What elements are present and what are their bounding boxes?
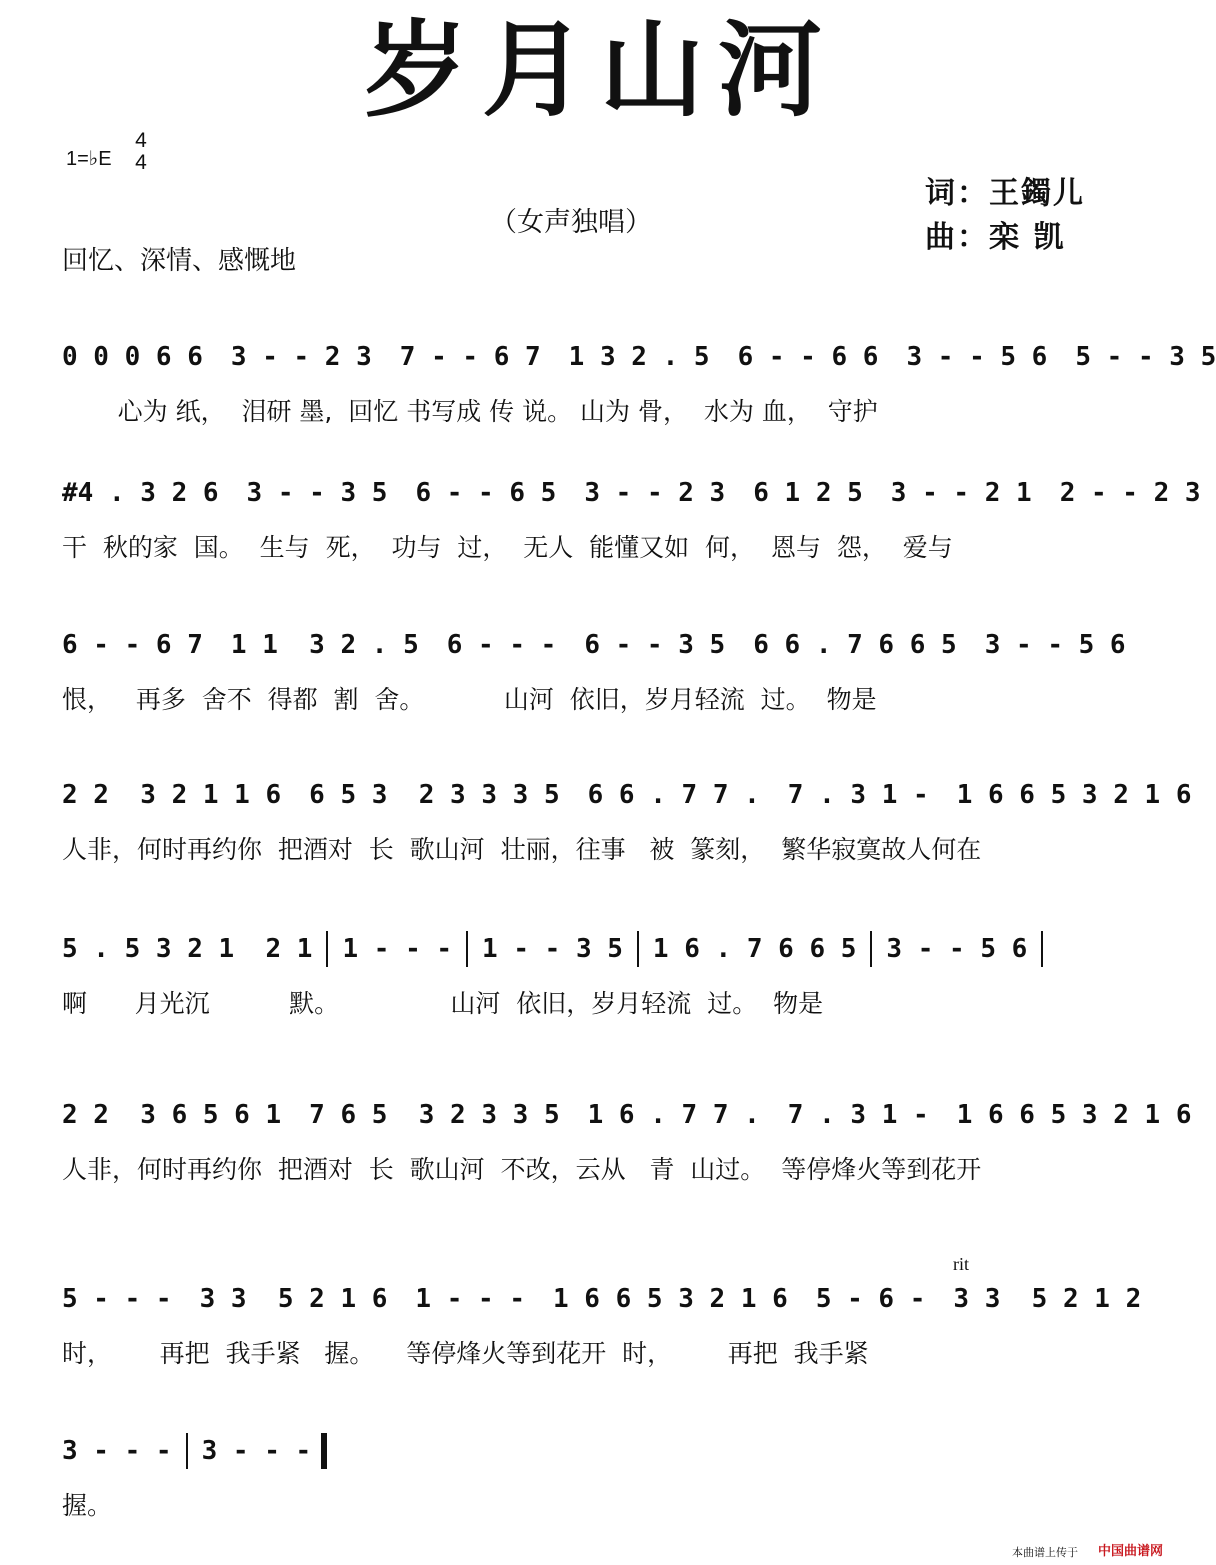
- final-barline: [321, 1433, 327, 1469]
- measure: 5 - - 3 5: [1075, 342, 1216, 372]
- measure: 6 - - 6 5: [415, 478, 557, 508]
- barline: [186, 1433, 188, 1469]
- composer-credit: 曲：栾 凯: [925, 220, 1066, 255]
- time-signature-bottom: 4: [135, 151, 147, 174]
- lyricist-credit: 词：王鐲儿: [925, 176, 1085, 211]
- measure: 7 . 3 1 -: [787, 780, 929, 810]
- measure: 3 3 5 2 1 2: [953, 1284, 1142, 1314]
- measure: #4 . 3 2 6: [62, 478, 219, 508]
- barline: [1041, 931, 1043, 967]
- barline: [637, 931, 639, 967]
- notation-line: [62, 340, 1216, 374]
- measure: 6 6 . 7 6 6 5: [753, 630, 957, 660]
- notation-line: [62, 1434, 1152, 1468]
- measure: 5 . 5 3 2 1 2 1: [62, 934, 313, 964]
- measure: 1 - - -: [415, 1284, 525, 1314]
- measure: 3 3 5 2 1 6: [199, 1284, 388, 1314]
- measure: 6 - - 6 6: [737, 342, 879, 372]
- measure: 1 - - 3 5: [482, 934, 623, 964]
- notation-line: [62, 1282, 1152, 1316]
- measure: 1 6 6 5 3 2 1 6: [956, 1100, 1192, 1130]
- barline: [326, 931, 328, 967]
- measure: 2 - - 2 3: [1059, 478, 1201, 508]
- measure: 2 2 3 2 1 1 6: [62, 780, 282, 810]
- lyric-line: 时， 再把 我手紧 握。 等停烽火等到花开 时， 再把 我手紧: [62, 1339, 869, 1368]
- measure: 6 6 . 7 7 .: [587, 780, 760, 810]
- measure: 3 - - 2 3: [230, 342, 372, 372]
- measure: 1 6 . 7 7 .: [587, 1100, 760, 1130]
- measure: 3 - - 2 3: [584, 478, 726, 508]
- notation-line: [62, 1098, 1192, 1132]
- expression-mark: 回忆、深情、感慨地: [62, 246, 297, 276]
- measure: 6 - - -: [446, 630, 557, 660]
- notation-line: [62, 932, 1152, 966]
- measure: 1 - - -: [342, 934, 453, 964]
- lyric-line: 人非，何时再约你 把酒对 长 歌山河 不改，云从 青 山过。 等停烽火等到花开: [62, 1155, 982, 1184]
- song-title: 岁月山河: [363, 8, 836, 131]
- performance-note: （女声独唱）: [490, 207, 652, 238]
- upload-note: 本曲谱上传于: [1012, 1546, 1078, 1559]
- lyric-line: 握。: [62, 1491, 113, 1520]
- measure: 3 - - 3 5: [246, 478, 388, 508]
- barline: [466, 931, 468, 967]
- ritardando-mark: rit: [953, 1254, 969, 1274]
- measure: 1 6 6 5 3 2 1 6: [553, 1284, 788, 1314]
- measure: 6 1 2 5: [753, 478, 863, 508]
- measure: 5 - 6 -: [815, 1284, 926, 1314]
- lyric-line: 人非，何时再约你 把酒对 长 歌山河 壮丽，往事 被 篆刻， 繁华寂寞故人何在: [62, 835, 982, 864]
- key-signature: 1=♭E: [66, 148, 112, 170]
- time-signature: [132, 130, 150, 174]
- lyric-line: 干 秋的家 国。 生与 死， 功与 过， 无人 能懂又如 何， 恩与 怨， 爱与: [62, 533, 953, 562]
- measure: 7 . 3 1 -: [787, 1100, 929, 1130]
- measure: 3 - - -: [201, 1436, 312, 1466]
- measure: 5 - - -: [62, 1284, 172, 1314]
- measure: 1 6 . 7 6 6 5: [652, 934, 857, 964]
- measure: 3 - - 5 6: [886, 934, 1028, 964]
- lyric-line: 啊 月光沉 默。 山河 依旧，岁月轻流 过。 物是: [62, 989, 824, 1018]
- lyric-line: 心为 纸， 泪研 墨, 回忆 书写成 传 说。 山为 骨， 水为 血， 守护: [62, 397, 878, 426]
- measure: 3 - - 5 6: [906, 342, 1048, 372]
- lyric-line: 恨， 再多 舍不 得都 割 舍。 山河 依旧，岁月轻流 过。 物是: [62, 685, 877, 714]
- measure: 1 3 2 . 5: [568, 342, 710, 372]
- measure: 1 6 6 5 3 2 1 6: [956, 780, 1192, 810]
- barline: [870, 931, 872, 967]
- notation-line: [62, 476, 1201, 510]
- measure: 7 - - 6 7: [399, 342, 541, 372]
- time-signature-top: 4: [135, 129, 147, 152]
- measure: 3 - - -: [62, 1436, 172, 1466]
- measure: 6 - - 6 7: [62, 630, 203, 660]
- measure: 1 1 3 2 . 5: [230, 630, 419, 660]
- site-logo: 中国曲谱网: [1098, 1544, 1164, 1559]
- notation-line: [62, 778, 1192, 812]
- measure: 6 - - 3 5: [584, 630, 726, 660]
- measure: 0 0 0 6 6: [62, 342, 203, 372]
- notation-line: [62, 628, 1152, 662]
- measure: 6 5 3 2 3 3 3 5: [309, 780, 560, 810]
- measure: 3 - - 5 6: [984, 630, 1126, 660]
- measure: 7 6 5 3 2 3 3 5: [309, 1100, 560, 1130]
- measure: 3 - - 2 1: [890, 478, 1032, 508]
- measure: 2 2 3 6 5 6 1: [62, 1100, 282, 1130]
